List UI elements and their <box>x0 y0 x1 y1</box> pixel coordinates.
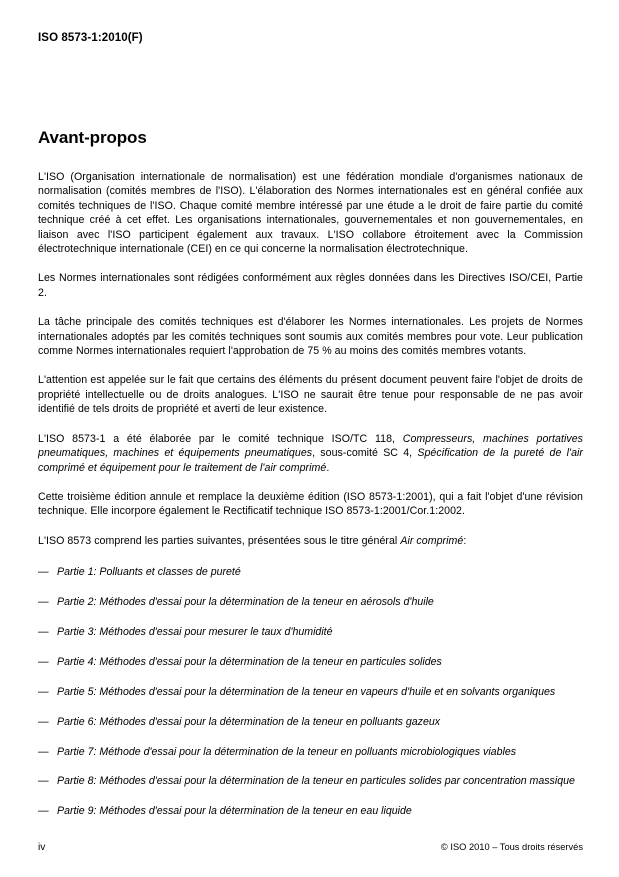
text-run: , sous-comité SC 4, <box>312 447 418 460</box>
parts-list-item <box>38 774 583 788</box>
em-dash-bullet-icon: — <box>38 596 49 609</box>
page-footer <box>38 842 583 853</box>
parts-list-item-label: Partie 6: Méthodes d'essai pour la détermination de la teneur en polluants gazeux <box>57 715 441 728</box>
parts-list-item-label: Partie 8: Méthodes d'essai pour la détermination de la teneur en particules solides par concentration massique <box>57 775 575 788</box>
text-run: Cette troisième édition annule et remplace la deuxième édition (ISO 8573-1:2001), qui a fait l'objet d'une révision technique. Elle incorpore également le Rectificatif technique ISO 8573-1:2001/Cor.1:2002. <box>38 490 583 518</box>
text-run: L'attention est appelée sur le fait que certains des éléments du présent document peuvent faire l'objet de droits de propriété intellectuelle ou de droits analogues. L'ISO ne saurait être tenue pour responsable de ne pas avoir identifié de tels droits de propriété et averti de leur existence. <box>38 374 583 416</box>
text-run: Les Normes internationales sont rédigées conformément aux règles données dans les Directives ISO/CEI, Partie 2. <box>38 272 583 299</box>
parts-list-item <box>38 595 583 609</box>
paragraph-directives <box>38 271 583 300</box>
paragraph-edition-history <box>38 490 583 519</box>
parts-list-item-label: Partie 7: Méthode d'essai pour la détermination de la teneur en polluants microbiologiques viables <box>57 745 517 758</box>
parts-list-item <box>38 804 583 818</box>
parts-list-item-label: Partie 5: Méthodes d'essai pour la détermination de la teneur en vapeurs d'huile et en solvants organiques <box>57 685 556 698</box>
em-dash-bullet-icon: — <box>38 625 49 638</box>
paragraph-iso-definition <box>38 170 583 256</box>
parts-list-item-label: Partie 2: Méthodes d'essai pour la détermination de la teneur en aérosols d'huile <box>57 596 434 609</box>
page-content <box>38 128 583 834</box>
paragraph-committee-origin <box>38 432 583 475</box>
page-number: iv <box>38 842 46 853</box>
text-run: L'ISO 8573-1 a été élaborée par le comité technique ISO/TC 118, <box>38 432 403 445</box>
em-dash-bullet-icon: — <box>38 685 49 698</box>
text-run: L'ISO (Organisation internationale de normalisation) est une fédération mondiale d'organismes nationaux de normalisation (comités membres de l'ISO). L'élaboration des Normes internationales est en général confiée aux comités techniques de l'ISO. Chaque comité membre intéressé par une étude a le droit de faire partie du comité technique créé à cet effet. Les organisations internationales, gouvernementales et non gouvernementales, en liaison avec l'ISO participent également aux travaux. L'ISO collabore étroitement avec la Commission électrotechnique internationale (CEI) en ce qui concerne la normalisation électrotechnique. <box>38 171 583 256</box>
page-header: ISO 8573-1:2010(F) <box>38 32 143 44</box>
text-run: Compresseurs, machines portatives pneumatiques, machines et équipements pneumatiques <box>38 432 583 460</box>
parts-list <box>38 565 583 819</box>
text-run: L'ISO 8573 comprend les parties suivantes, présentées sous le titre général <box>38 534 401 547</box>
parts-list-item-label: Partie 3: Méthodes d'essai pour mesurer le taux d'humidité <box>57 625 333 638</box>
em-dash-bullet-icon: — <box>38 715 49 728</box>
parts-list-item-label: Partie 1: Polluants et classes de pureté <box>57 566 241 579</box>
text-run: La tâche principale des comités techniques est d'élaborer les Normes internationales. Les projets de Normes internationales adoptés par les comités techniques sont soumis aux comités membres pour vote. Leur publication comme Normes internationales requiert l'approbation de 75 % au moins des comités membres votants. <box>38 316 583 358</box>
paragraph-task-committees <box>38 315 583 358</box>
text-run: Spécification de la pureté de l'air comprimé et équipement pour le traitement de l'air comprimé <box>38 447 583 474</box>
em-dash-bullet-icon: — <box>38 775 49 788</box>
em-dash-bullet-icon: — <box>38 566 49 579</box>
parts-list-item <box>38 655 583 669</box>
paragraph-container <box>38 170 583 548</box>
text-run: Air comprimé <box>400 534 464 547</box>
em-dash-bullet-icon: — <box>38 655 49 668</box>
em-dash-bullet-icon: — <box>38 805 49 818</box>
parts-list-item <box>38 685 583 699</box>
parts-list-item <box>38 715 583 729</box>
copyright-notice: © ISO 2010 – Tous droits réservés <box>440 842 583 852</box>
paragraph-patent-rights <box>38 373 583 416</box>
parts-list-item-label: Partie 9: Méthodes d'essai pour la détermination de la teneur en eau liquide <box>57 805 412 818</box>
page-title: Avant-propos <box>38 128 147 147</box>
paragraph-parts-intro <box>38 534 583 548</box>
text-run: . <box>326 461 330 474</box>
parts-list-item-label: Partie 4: Méthodes d'essai pour la détermination de la teneur en particules solides <box>57 655 442 668</box>
parts-list-item <box>38 745 583 759</box>
parts-list-item <box>38 565 583 579</box>
em-dash-bullet-icon: — <box>38 745 49 758</box>
parts-list-item <box>38 625 583 639</box>
text-run: : <box>463 534 467 547</box>
